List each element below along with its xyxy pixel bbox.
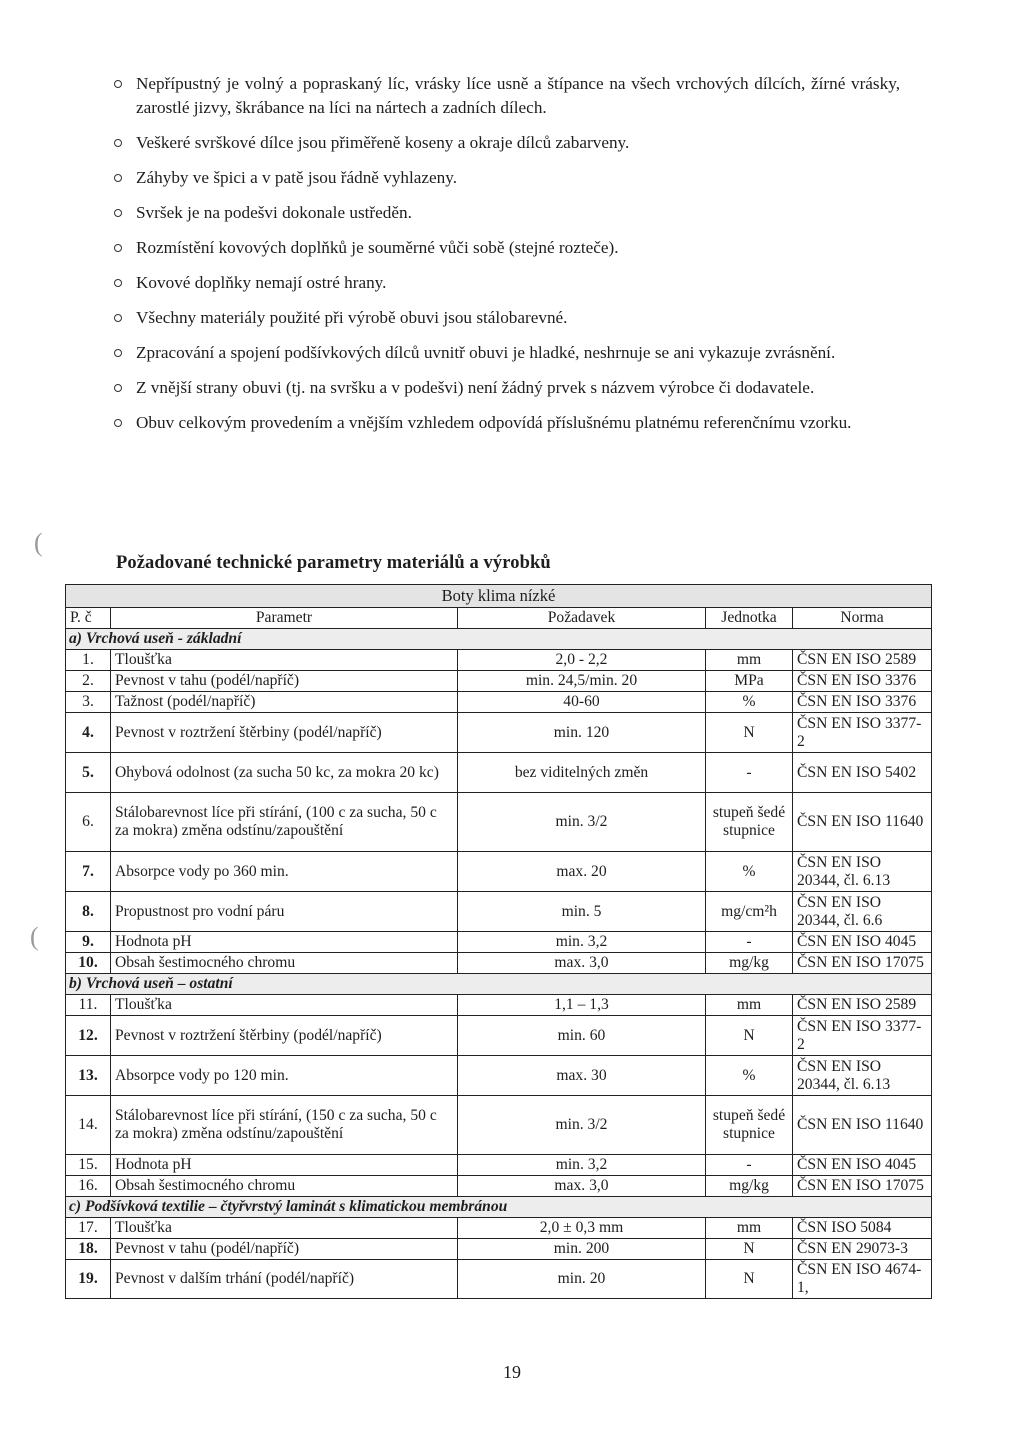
cell-norm: ČSN EN ISO 4674-1, xyxy=(793,1260,932,1299)
cell-param: Pevnost v tahu (podél/napříč) xyxy=(111,1239,458,1260)
cell-req: max. 3,0 xyxy=(458,1176,706,1197)
cell-num: 19. xyxy=(66,1260,111,1299)
cell-norm: ČSN EN ISO 17075 xyxy=(793,953,932,974)
cell-norm: ČSN EN ISO 3377-2 xyxy=(793,713,932,753)
cell-num: 10. xyxy=(66,953,111,974)
cell-num: 5. xyxy=(66,753,111,793)
list-item: Rozmístění kovových doplňků je souměrné vůči sobě (stejné rozteče). xyxy=(114,236,900,260)
cell-unit: N xyxy=(706,1016,793,1056)
bullet-icon xyxy=(114,349,122,357)
cell-req: min. 60 xyxy=(458,1016,706,1056)
cell-param: Pevnost v roztržení štěrbiny (podél/napříč) xyxy=(111,1016,458,1056)
cell-param: Tloušťka xyxy=(111,995,458,1016)
cell-req: min. 3/2 xyxy=(458,793,706,852)
table-group-row xyxy=(66,974,932,995)
cell-param: Tažnost (podél/napříč) xyxy=(111,692,458,713)
list-item: Kovové doplňky nemají ostré hrany. xyxy=(114,271,900,295)
group-b-header: b) Vrchová useň – ostatní xyxy=(66,974,932,995)
cell-req: min. 120 xyxy=(458,713,706,753)
list-item: Veškeré svrškové dílce jsou přiměřeně koseny a okraje dílců zabarveny. xyxy=(114,131,900,155)
table-row xyxy=(66,892,932,932)
bullet-icon xyxy=(114,244,122,252)
cell-param: Tloušťka xyxy=(111,650,458,671)
bullet-icon xyxy=(114,174,122,182)
cell-unit: mg/cm²h xyxy=(706,892,793,932)
table-row xyxy=(66,1218,932,1239)
cell-unit: mm xyxy=(706,995,793,1016)
cell-unit: mm xyxy=(706,650,793,671)
cell-param: Stálobarevnost líce při stírání, (150 c za sucha, 50 c za mokra) změna odstínu/zapouštění xyxy=(111,1096,458,1155)
cell-unit: mm xyxy=(706,1218,793,1239)
header-unit: Jednotka xyxy=(706,608,793,629)
cell-num: 9. xyxy=(66,932,111,953)
cell-unit: mg/kg xyxy=(706,1176,793,1197)
cell-param: Pevnost v tahu (podél/napříč) xyxy=(111,671,458,692)
table-row xyxy=(66,671,932,692)
cell-unit: - xyxy=(706,753,793,793)
cell-num: 6. xyxy=(66,793,111,852)
cell-norm: ČSN EN 29073-3 xyxy=(793,1239,932,1260)
bullet-icon xyxy=(114,279,122,287)
cell-req: min. 20 xyxy=(458,1260,706,1299)
header-num: P. č xyxy=(66,608,111,629)
cell-req: min. 24,5/min. 20 xyxy=(458,671,706,692)
cell-req: min. 3,2 xyxy=(458,1155,706,1176)
cell-num: 13. xyxy=(66,1056,111,1096)
cell-unit: MPa xyxy=(706,671,793,692)
cell-unit: N xyxy=(706,713,793,753)
cell-req: 2,0 - 2,2 xyxy=(458,650,706,671)
cell-param: Propustnost pro vodní páru xyxy=(111,892,458,932)
cell-param: Absorpce vody po 360 min. xyxy=(111,852,458,892)
scan-margin-mark: ( xyxy=(34,528,43,557)
cell-norm: ČSN EN ISO 5402 xyxy=(793,753,932,793)
cell-param: Hodnota pH xyxy=(111,1155,458,1176)
table-row xyxy=(66,1096,932,1155)
cell-param: Hodnota pH xyxy=(111,932,458,953)
table-row xyxy=(66,1176,932,1197)
table-group-row xyxy=(66,629,932,650)
cell-unit: stupeň šedé stupnice xyxy=(706,793,793,852)
list-item: Zpracování a spojení podšívkových dílců uvnitř obuvi je hladké, neshrnuje se ani vykazuje zvrásnění. xyxy=(114,341,900,365)
cell-unit: - xyxy=(706,1155,793,1176)
table-row xyxy=(66,953,932,974)
cell-param: Pevnost v dalším trhání (podél/napříč) xyxy=(111,1260,458,1299)
bullet-icon xyxy=(114,384,122,392)
list-item: Všechny materiály použité při výrobě obuvi jsou stálobarevné. xyxy=(114,306,900,330)
cell-param: Pevnost v roztržení štěrbiny (podél/napříč) xyxy=(111,713,458,753)
header-req: Požadavek xyxy=(458,608,706,629)
cell-num: 11. xyxy=(66,995,111,1016)
cell-norm: ČSN EN ISO 20344, čl. 6.13 xyxy=(793,852,932,892)
table-row xyxy=(66,692,932,713)
list-item: Svršek je na podešvi dokonale ustředěn. xyxy=(114,201,900,225)
cell-num: 2. xyxy=(66,671,111,692)
cell-norm: ČSN EN ISO 20344, čl. 6.13 xyxy=(793,1056,932,1096)
cell-norm: ČSN EN ISO 2589 xyxy=(793,650,932,671)
table-row xyxy=(66,1239,932,1260)
table-row xyxy=(66,650,932,671)
cell-norm: ČSN EN ISO 4045 xyxy=(793,932,932,953)
cell-norm: ČSN EN ISO 11640 xyxy=(793,1096,932,1155)
cell-unit: % xyxy=(706,692,793,713)
cell-num: 3. xyxy=(66,692,111,713)
cell-req: max. 3,0 xyxy=(458,953,706,974)
cell-param: Tloušťka xyxy=(111,1218,458,1239)
scan-margin-mark: ( xyxy=(30,922,39,951)
table-row xyxy=(66,1056,932,1096)
table-row xyxy=(66,1016,932,1056)
list-item: Obuv celkovým provedením a vnějším vzhledem odpovídá příslušnému platnému referenčnímu vzorku. xyxy=(114,411,900,435)
cell-num: 14. xyxy=(66,1096,111,1155)
cell-norm: ČSN EN ISO 3377-2 xyxy=(793,1016,932,1056)
cell-param: Obsah šestimocného chromu xyxy=(111,1176,458,1197)
table-header-row xyxy=(66,608,932,629)
parameters-table xyxy=(65,584,932,1299)
cell-param: Ohybová odolnost (za sucha 50 kc, za mokra 20 kc) xyxy=(111,753,458,793)
cell-unit: stupeň šedé stupnice xyxy=(706,1096,793,1155)
cell-req: min. 5 xyxy=(458,892,706,932)
cell-num: 4. xyxy=(66,713,111,753)
cell-unit: N xyxy=(706,1260,793,1299)
cell-norm: ČSN ISO 5084 xyxy=(793,1218,932,1239)
cell-num: 17. xyxy=(66,1218,111,1239)
cell-req: max. 30 xyxy=(458,1056,706,1096)
table-row xyxy=(66,753,932,793)
cell-norm: ČSN EN ISO 3376 xyxy=(793,671,932,692)
cell-num: 15. xyxy=(66,1155,111,1176)
cell-norm: ČSN EN ISO 17075 xyxy=(793,1176,932,1197)
list-item: Nepřípustný je volný a popraskaný líc, vrásky líce usně a štípance na všech vrchových dílcích, žírné vrásky, zarostlé jizvy, škrábance na líci na nártech a zadních dílech. xyxy=(114,72,900,120)
cell-num: 12. xyxy=(66,1016,111,1056)
table-caption-row xyxy=(66,585,932,608)
bullet-icon xyxy=(114,209,122,217)
cell-norm: ČSN EN ISO 2589 xyxy=(793,995,932,1016)
requirements-list xyxy=(114,72,900,446)
table-group-row xyxy=(66,1197,932,1218)
list-item: Záhyby ve špici a v patě jsou řádně vyhlazeny. xyxy=(114,166,900,190)
table-row xyxy=(66,995,932,1016)
section-title: Požadované technické parametry materiálů a výrobků xyxy=(116,553,551,573)
cell-req: min. 3,2 xyxy=(458,932,706,953)
bullet-icon xyxy=(114,314,122,322)
cell-norm: ČSN EN ISO 3376 xyxy=(793,692,932,713)
cell-norm: ČSN EN ISO 11640 xyxy=(793,793,932,852)
cell-unit: % xyxy=(706,852,793,892)
cell-unit: mg/kg xyxy=(706,953,793,974)
cell-unit: N xyxy=(706,1239,793,1260)
bullet-icon xyxy=(114,419,122,427)
group-c-header: c) Podšívková textilie – čtyřvrstvý laminát s klimatickou membránou xyxy=(66,1197,932,1218)
table-row xyxy=(66,1155,932,1176)
cell-norm: ČSN EN ISO 4045 xyxy=(793,1155,932,1176)
cell-unit: % xyxy=(706,1056,793,1096)
cell-unit: - xyxy=(706,932,793,953)
cell-req: 2,0 ± 0,3 mm xyxy=(458,1218,706,1239)
cell-req: min. 3/2 xyxy=(458,1096,706,1155)
cell-param: Obsah šestimocného chromu xyxy=(111,953,458,974)
cell-req: max. 20 xyxy=(458,852,706,892)
cell-num: 7. xyxy=(66,852,111,892)
group-a-header: a) Vrchová useň - základní xyxy=(66,629,932,650)
cell-req: 40-60 xyxy=(458,692,706,713)
header-param: Parametr xyxy=(111,608,458,629)
table-row xyxy=(66,932,932,953)
table-row xyxy=(66,852,932,892)
table-row xyxy=(66,1260,932,1299)
cell-num: 8. xyxy=(66,892,111,932)
cell-num: 16. xyxy=(66,1176,111,1197)
table-row xyxy=(66,713,932,753)
cell-param: Stálobarevnost líce při stírání, (100 c za sucha, 50 c za mokra) změna odstínu/zapouštění xyxy=(111,793,458,852)
list-item: Z vnější strany obuvi (tj. na svršku a v podešvi) není žádný prvek s názvem výrobce či dodavatele. xyxy=(114,376,900,400)
cell-num: 1. xyxy=(66,650,111,671)
cell-norm: ČSN EN ISO 20344, čl. 6.6 xyxy=(793,892,932,932)
bullet-icon xyxy=(114,80,122,88)
cell-req: 1,1 – 1,3 xyxy=(458,995,706,1016)
cell-num: 18. xyxy=(66,1239,111,1260)
table-row xyxy=(66,793,932,852)
header-norm: Norma xyxy=(793,608,932,629)
page-number: 19 xyxy=(503,1362,521,1382)
cell-req: min. 200 xyxy=(458,1239,706,1260)
cell-param: Absorpce vody po 120 min. xyxy=(111,1056,458,1096)
cell-req: bez viditelných změn xyxy=(458,753,706,793)
table-caption: Boty klima nízké xyxy=(66,585,932,608)
bullet-icon xyxy=(114,139,122,147)
